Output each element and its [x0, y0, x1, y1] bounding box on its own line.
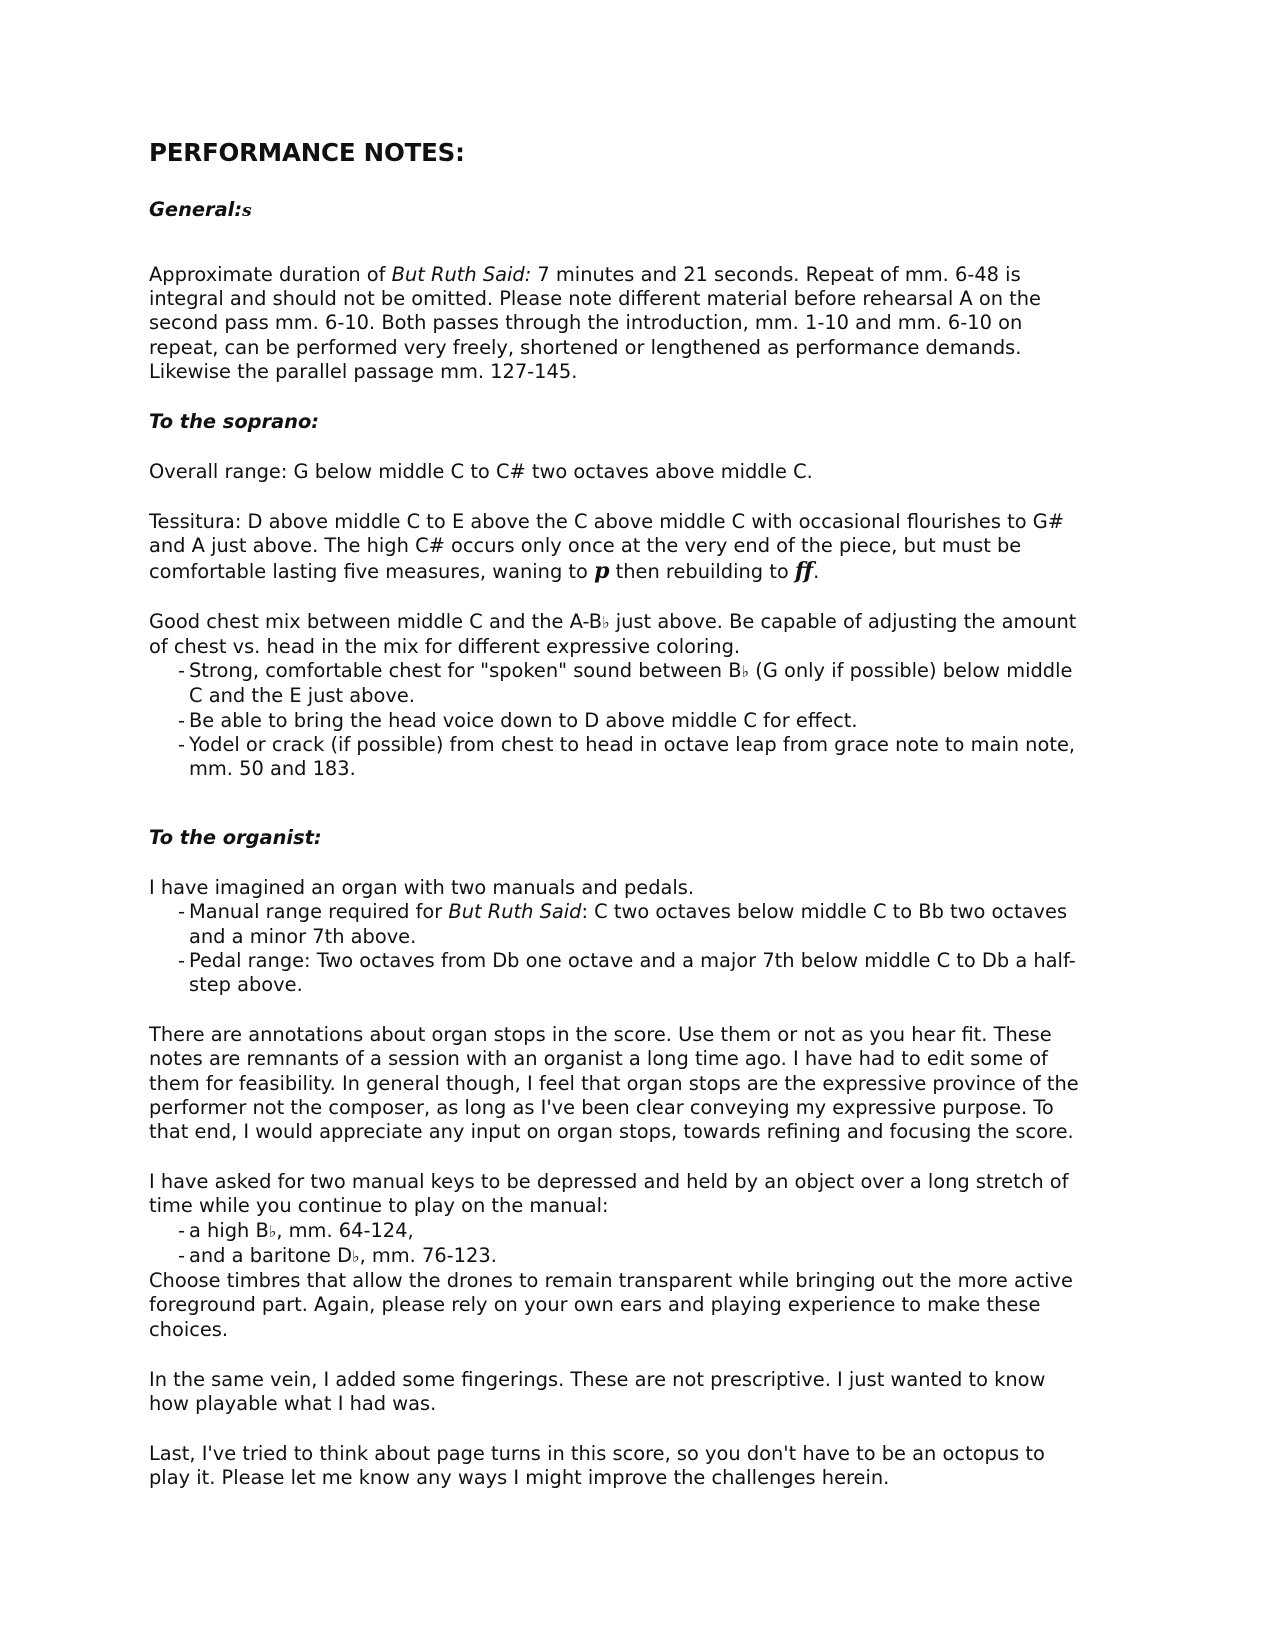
dash-mark: - — [178, 659, 185, 683]
list-item-text: : C two octaves below middle C to Bb two octaves and a minor 7th above. — [189, 900, 1068, 948]
list-item-text: (G only if possible) below middle C and the E just above. — [189, 659, 1073, 708]
list-item-text: , mm. 76-123. — [359, 1243, 497, 1267]
list-item-text: Be able to bring the head voice down to D above middle C for effect. — [189, 708, 858, 732]
mix-text-1: Good chest mix between middle C and the A-B — [149, 609, 603, 633]
list-item-text: Yodel or crack (if possible) from chest to head in octave leap from grace note to main note, mm. 50 and 183. — [189, 732, 1076, 781]
soprano-tessitura — [149, 510, 1085, 584]
mix-text-2: just above. Be capable of adjusting the amount of chest vs. head in the mix for different expressive coloring. — [149, 609, 1077, 659]
general-heading-text: General: — [149, 198, 243, 221]
list-item-text: Strong, comfortable chest for "spoken" sound between B — [189, 659, 742, 683]
general-paragraph — [149, 263, 1085, 384]
soprano-heading: To the soprano: — [149, 410, 320, 434]
tessitura-text-3: . — [813, 559, 820, 583]
soprano-mix — [149, 610, 1085, 659]
general-text-2: 7 minutes and 21 seconds. Repeat of mm. 6-48 is integral and should not be omitted. Please note different material before rehearsal A on the second pass mm. 6-10. Both passes through the introduction, mm. 1-10 and mm. 6-10 on repeat, can be performed very freely, shortened or lengthened as performance demands. Likewise the parallel passage mm. 127-145. — [149, 263, 1041, 383]
dash-mark: - — [178, 1243, 185, 1267]
organist-fingerings: In the same vein, I added some fingerings. These are not prescriptive. I just wanted to know how playable what I had was. — [149, 1367, 1046, 1415]
dash-mark: - — [178, 732, 185, 756]
list-item — [169, 733, 1085, 781]
flat-sign: ♭ — [741, 662, 750, 682]
dynamic-fortissimo: ff — [794, 557, 814, 584]
page-title: PERFORMANCE NOTES: — [149, 138, 465, 167]
organist-heading: To the organist: — [149, 826, 322, 850]
organist-intro: I have imagined an organ with two manuals and pedals. — [149, 876, 695, 900]
tessitura-text-2: then rebuilding to — [609, 559, 795, 583]
piece-title: But Ruth Said — [448, 900, 582, 924]
dash-mark: - — [178, 948, 185, 972]
list-item — [169, 900, 1085, 948]
general-heading — [149, 198, 1085, 223]
flat-sign: ♭ — [268, 1221, 277, 1241]
list-item-text: Pedal range: Two octaves from Db one octave and a major 7th below middle C to Db a half-step above. — [189, 948, 1076, 997]
organist-stops: There are annotations about organ stops in the score. Use them or not as you hear fit. These notes are remnants of a session with an organist a long time ago. I have had to edit some of them for feasibility. In general though, I feel that organ stops are the expressive province of the performer not the composer, as long as I've been clear conveying my expressive purpose. To that end, I would appreciate any input on organ stops, towards refining and focusing the score. — [149, 1023, 1079, 1144]
soprano-list — [149, 659, 1085, 781]
organist-range-list — [149, 900, 1085, 997]
dash-mark: - — [178, 900, 185, 924]
soprano-range: Overall range: G below middle C to C# two octaves above middle C. — [149, 460, 813, 484]
dash-mark: - — [178, 1218, 185, 1242]
dynamic-piano: p — [594, 557, 610, 584]
list-item-text: , mm. 64-124, — [276, 1218, 414, 1242]
general-text-1: Approximate duration of — [149, 263, 392, 286]
list-item — [169, 1244, 1085, 1269]
flat-sign: ♭ — [602, 612, 610, 632]
list-item-text: Manual range required for — [189, 900, 449, 924]
list-item-text: a high B — [189, 1218, 269, 1242]
organist-page-turns: Last, I've tried to think about page turns in this score, so you don't have to be an octopus to play it. Please let me know any ways I might improve the challenges herein. — [149, 1442, 1045, 1490]
organist-held-intro: I have asked for two manual keys to be depressed and held by an object over a long stretch of time while you continue to play on the manual: — [149, 1170, 1069, 1218]
list-item — [169, 659, 1085, 708]
list-item — [169, 1219, 1085, 1244]
piece-title: But Ruth Said: — [391, 263, 532, 286]
list-item-text: and a baritone D — [189, 1243, 353, 1267]
dash-mark: - — [178, 708, 185, 732]
list-item — [169, 949, 1085, 997]
general-heading-suffix: s — [242, 201, 252, 221]
flat-sign: ♭ — [352, 1246, 360, 1266]
tessitura-text-1: Tessitura: D above middle C to E above the C above middle C with occasional flourishes to G# and A just above. The high C# occurs only once at the very end of the piece, but must be comfortable lasting five measures, waning to — [149, 510, 1065, 583]
list-item — [169, 709, 1085, 733]
organist-held-list — [149, 1219, 1085, 1269]
organist-timbres: Choose timbres that allow the drones to remain transparent while bringing out the more active foreground part. Again, please rely on your own ears and playing experience to make these choices. — [149, 1269, 1073, 1341]
